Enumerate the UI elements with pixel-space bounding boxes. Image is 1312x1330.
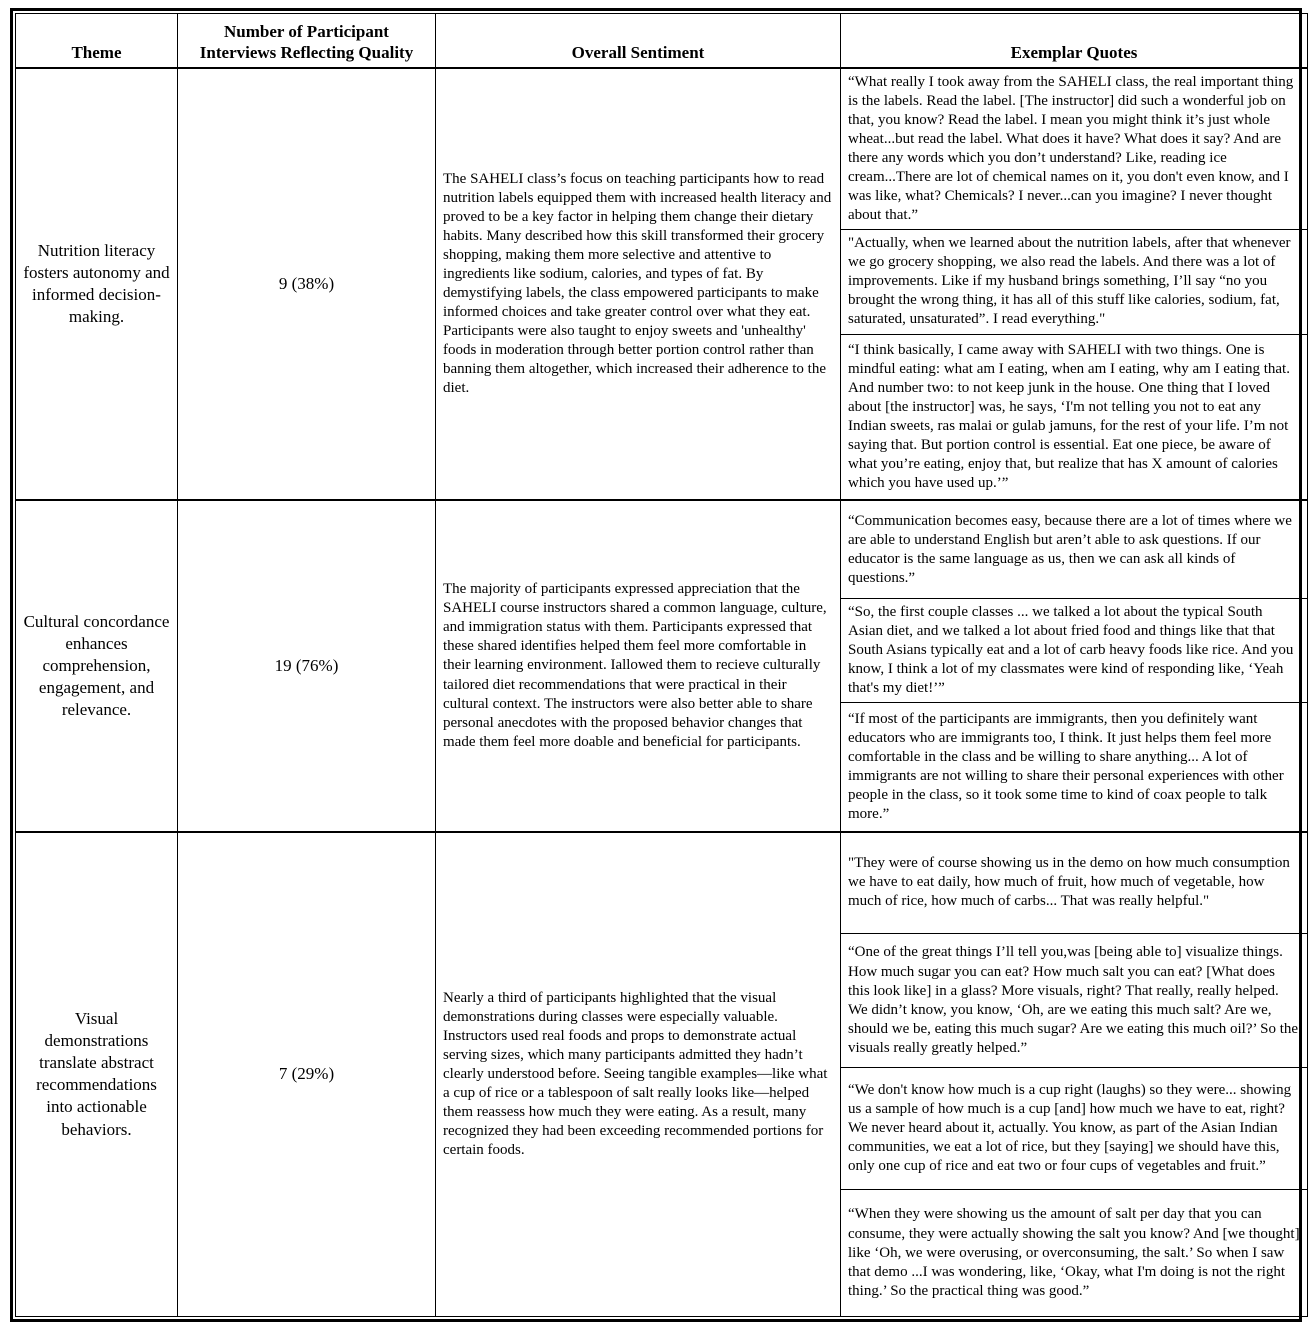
quote-cell: “We don't know how much is a cup right (laughs) so they were... showing us a sample of how much is a cup [and] how much we have to eat, right? We never heard about it, actually. You know, as part of the Asian Indian communities, we eat a lot of rice, but they [saying] we should have this, only one cup of rice and eat two or four cups of vegetables and fruit.” bbox=[841, 1068, 1308, 1190]
quote-cell: "Actually, when we learned about the nutrition labels, after that whenever we go grocery shopping, we also read the labels. And there was a lot of improvements. Like if my husband brings something, I’ll say “no you brought the wrong thing, it has all of this stuff like calories, sodium, fat, saturated, unsaturated”. I read everything." bbox=[841, 229, 1308, 334]
quote-cell: “If most of the participants are immigrants, then you definitely want educators who are immigrants too, I think. It just helps them feel more comfortable in the class and be willing to share anything... A lot of immigrants are not willing to share their personal experiences with other people in the class, so it took some time to kind of coax people to talk more.” bbox=[841, 703, 1308, 832]
header-count: Number of Participant Interviews Reflecting Quality bbox=[178, 14, 436, 68]
theme-cell: Visual demonstrations translate abstract recommendations into actionable behaviors. bbox=[16, 832, 178, 1317]
header-sentiment: Overall Sentiment bbox=[436, 14, 841, 68]
quote-cell: “What really I took away from the SAHELI class, the real important thing is the labels. Read the label. [The instructor] did such a wonderful job on that, you know? Read the label. I mean you might think it’s just whole wheat...but read the label. What does it have? What does it say? And are there any words which you don’t understand? Like, reading ice cream...There are lot of chemical names on it, you don't even know, and I was like, what? Chemicals? I never...can you imagine? I never thought about that.” bbox=[841, 68, 1308, 230]
quote-cell: "They were of course showing us in the demo on how much consumption we have to eat daily, how much of fruit, how much of vegetable, how much of rice, how much of carbs... That was really helpful." bbox=[841, 832, 1308, 934]
sentiment-cell: The SAHELI class’s focus on teaching participants how to read nutrition labels equipped them with increased health literacy and proved to be a key factor in helping them change their dietary habits. Many described how this skill transformed their grocery shopping, making them more selective and attentive to ingredients like sodium, calories, and types of fat. By demystifying labels, the class empowered participants to make informed choices and take greater control over what they eat. Participants were also taught to enjoy sweets and 'unhealthy' foods in moderation through better portion control rather than banning them altogether, which increased their adherence to the diet. bbox=[436, 68, 841, 501]
quote-cell: “Communication becomes easy, because there are a lot of times where we are able to understand English but aren’t able to ask questions. If our educator is the same language as us, then we can ask all kinds of questions.” bbox=[841, 500, 1308, 598]
quote-cell: “I think basically, I came away with SAHELI with two things. One is mindful eating: what am I eating, when am I eating, why am I eating that. And number two: to not keep junk in the house. One thing that I loved about [the instructor] was, he says, ‘I'm not telling you not to eat any Indian sweets, ras malai or gulab jamuns, for the rest of your life. I’m not saying that. But portion control is essential. Eat one piece, be aware of what you’re eating, enjoy that, but realize that has X amount of calories which you have used up.’” bbox=[841, 334, 1308, 500]
header-theme: Theme bbox=[16, 14, 178, 68]
count-cell: 7 (29%) bbox=[178, 832, 436, 1317]
quote-cell: “One of the great things I’ll tell you,was [being able to] visualize things. How much sugar you can eat? How much salt you can eat? [What does this look like] in a glass? More visuals, right? That really, really helped. We didn’t know, you know, ‘Oh, are we eating this much salt? Are we, should we be, eating this much sugar? Are we eating this much oil?’ So the visuals really greatly helped.” bbox=[841, 934, 1308, 1068]
table-row bbox=[16, 832, 1308, 934]
header-quotes: Exemplar Quotes bbox=[841, 14, 1308, 68]
theme-cell: Cultural concordance enhances comprehension, engagement, and relevance. bbox=[16, 500, 178, 831]
count-cell: 19 (76%) bbox=[178, 500, 436, 831]
sentiment-cell: The majority of participants expressed appreciation that the SAHELI course instructors shared a common language, culture, and immigration status with them. Participants expressed that these shared identifies helped them feel more comfortable in their learning environment. Iallowed them to recieve culturally tailored diet recommendations that were practical in their cultural context. The instructors were also better able to share personal anecdotes with the proposed behavior changes that made them feel more doable and beneficial for participants. bbox=[436, 500, 841, 831]
count-cell: 9 (38%) bbox=[178, 68, 436, 501]
quote-cell: “When they were showing us the amount of salt per day that you can consume, they were actually showing the salt you know? And [we thought] like ‘Oh, we were overusing, or overconsuming, the salt.’ So when I saw that demo ...I was wondering, like, ‘Okay, what I'm doing is not the right thing.’ So the practical thing was good.” bbox=[841, 1190, 1308, 1317]
themes-table bbox=[10, 8, 1302, 1322]
table-row bbox=[16, 68, 1308, 230]
header-row bbox=[16, 14, 1308, 68]
sentiment-cell: Nearly a third of participants highlighted that the visual demonstrations during classes were especially valuable. Instructors used real foods and props to demonstrate actual serving sizes, which many participants admitted they hadn’t clearly understood before. Seeing tangible examples—like what a cup of rice or a tablespoon of salt really looks like—helped them reassess how much they were eating. As a result, many recognized they had been exceeding recommended portions for certain foods. bbox=[436, 832, 841, 1317]
table-row bbox=[16, 500, 1308, 598]
theme-cell: Nutrition literacy fosters autonomy and informed decision-making. bbox=[16, 68, 178, 501]
quote-cell: “So, the first couple classes ... we talked a lot about the typical South Asian diet, and we talked a lot about fried food and things like that that South Asians typically eat and a lot of carb heavy foods like rice. And you know, I think a lot of my classmates were kind of responding like, ‘Yeah that's my diet!’” bbox=[841, 598, 1308, 702]
